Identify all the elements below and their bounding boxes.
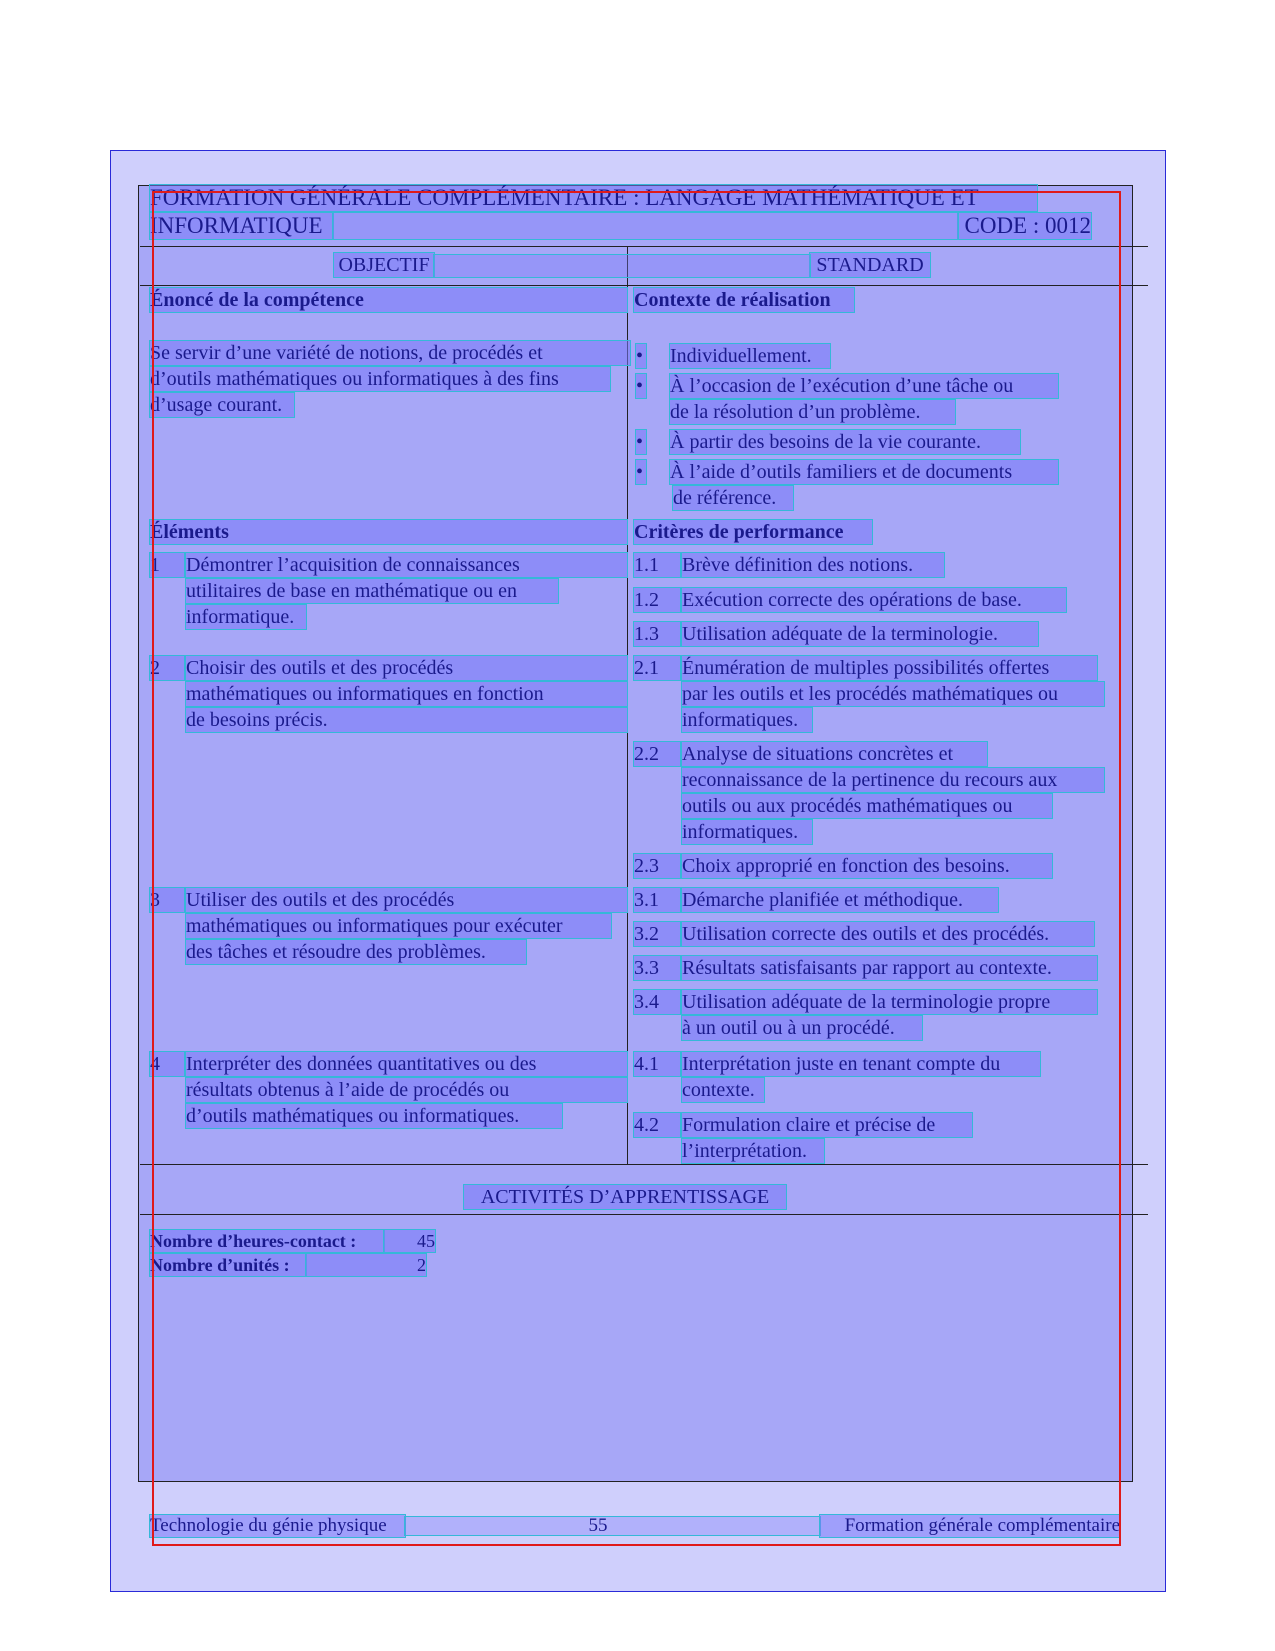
footer-section: Formation générale complémentaire — [820, 1515, 1120, 1537]
element-number: 4 — [150, 1052, 184, 1076]
criterion-line: informatiques. — [682, 708, 812, 732]
column-header-objectif: OBJECTIF — [334, 253, 434, 277]
document-title-line1: FORMATION GÉNÉRALE COMPLÉMENTAIRE : LANGAGE MATHÉMATIQUE ET — [150, 185, 1037, 211]
criterion-line: Démarche planifiée et méthodique. — [682, 888, 998, 912]
criterion-number: 4.2 — [634, 1113, 680, 1137]
criterion-line: Utilisation adéquate de la terminologie propre — [682, 990, 1097, 1014]
element-line: utilitaires de base en mathématique ou en — [186, 579, 558, 603]
element-line: Choisir des outils et des procédés — [186, 656, 627, 680]
context-item: de la résolution d’un problème. — [670, 400, 955, 424]
criteria-heading: Critères de performance — [634, 520, 872, 544]
units-value: 2 — [306, 1254, 426, 1276]
bullet-icon: • — [636, 344, 646, 368]
criterion-line: à un outil ou à un procédé. — [682, 1016, 922, 1040]
criterion-line: Utilisation adéquate de la terminologie. — [682, 622, 1038, 646]
element-number: 3 — [150, 888, 184, 912]
competence-heading: Énoncé de la compétence — [150, 288, 627, 312]
criterion-line: Analyse de situations concrètes et — [682, 742, 987, 766]
context-item: À l’occasion de l’exécution d’une tâche ou — [670, 374, 1058, 398]
criterion-number: 2.1 — [634, 656, 680, 680]
context-heading: Contexte de réalisation — [634, 288, 854, 312]
rule-columns-bottom — [140, 285, 1148, 286]
column-header-band — [434, 255, 810, 277]
context-item: À l’aide d’outils familiers et de documents — [670, 460, 1058, 484]
elements-heading: Éléments — [150, 520, 627, 544]
hours-value: 45 — [384, 1230, 435, 1252]
rule-header-bottom — [140, 246, 1148, 247]
element-line: d’outils mathématiques ou informatiques. — [186, 1104, 562, 1128]
rule-column-divider — [627, 247, 628, 1164]
course-code: CODE : 0012 — [958, 213, 1091, 239]
criterion-line: l’interprétation. — [682, 1139, 824, 1163]
bullet-icon: • — [636, 460, 646, 484]
element-line: Utiliser des outils et des procédés — [186, 888, 627, 912]
criterion-line: Résultats satisfaisants par rapport au contexte. — [682, 956, 1097, 980]
title-line2-band — [333, 213, 958, 239]
criterion-number: 3.3 — [634, 956, 680, 980]
criterion-line: reconnaissance de la pertinence du recours aux — [682, 768, 1104, 792]
rule-activities-bottom — [140, 1214, 1148, 1215]
element-line: de besoins précis. — [186, 708, 627, 732]
context-item: Individuellement. — [670, 344, 830, 368]
criterion-number: 1.1 — [634, 553, 680, 577]
competence-line: d’usage courant. — [150, 393, 294, 417]
element-line: Interpréter des données quantitatives ou des — [186, 1052, 627, 1076]
criterion-line: Brève définition des notions. — [682, 553, 944, 577]
criterion-number: 3.1 — [634, 888, 680, 912]
criterion-line: informatiques. — [682, 820, 812, 844]
criterion-number: 2.2 — [634, 742, 680, 766]
criterion-line: par les outils et les procédés mathématiques ou — [682, 682, 1104, 706]
criterion-line: Énumération de multiples possibilités offertes — [682, 656, 1097, 680]
criterion-number: 1.2 — [634, 588, 680, 612]
criterion-line: Interprétation juste en tenant compte du — [682, 1052, 1040, 1076]
element-line: résultats obtenus à l’aide de procédés ou — [186, 1078, 627, 1102]
competence-line: d’outils mathématiques ou informatiques à des fins — [150, 367, 610, 391]
criterion-line: outils ou aux procédés mathématiques ou — [682, 794, 1052, 818]
criterion-number: 3.2 — [634, 922, 680, 946]
criterion-line: contexte. — [682, 1078, 764, 1102]
criterion-line: Utilisation correcte des outils et des procédés. — [682, 922, 1094, 946]
bullet-icon: • — [636, 430, 646, 454]
hours-label: Nombre d’heures-contact : — [150, 1230, 384, 1252]
competence-line: Se servir d’une variété de notions, de procédés et — [150, 341, 630, 365]
context-item: de référence. — [673, 486, 793, 510]
criterion-number: 3.4 — [634, 990, 680, 1014]
criterion-line: Choix approprié en fonction des besoins. — [682, 854, 1052, 878]
criterion-line: Exécution correcte des opérations de base. — [682, 588, 1066, 612]
element-line: Démontrer l’acquisition de connaissances — [186, 553, 627, 577]
units-label: Nombre d’unités : — [150, 1254, 306, 1276]
criterion-number: 2.3 — [634, 854, 680, 878]
element-number: 1 — [150, 553, 184, 577]
element-line: des tâches et résoudre des problèmes. — [186, 940, 526, 964]
page-number: 55 — [588, 1515, 608, 1536]
rule-activities-top — [140, 1164, 1148, 1165]
criterion-number: 4.1 — [634, 1052, 680, 1076]
element-number: 2 — [150, 656, 184, 680]
document-title-line2: INFORMATIQUE — [150, 213, 333, 239]
activities-heading: ACTIVITÉS D’APPRENTISSAGE — [464, 1185, 786, 1209]
column-header-standard: STANDARD — [810, 253, 930, 277]
context-item: À partir des besoins de la vie courante. — [670, 430, 1020, 454]
element-line: informatique. — [186, 605, 306, 629]
bullet-icon: • — [636, 374, 646, 398]
footer-program: Technologie du génie physique — [150, 1515, 405, 1537]
criterion-number: 1.3 — [634, 622, 680, 646]
criterion-line: Formulation claire et précise de — [682, 1113, 972, 1137]
element-line: mathématiques ou informatiques pour exécuter — [186, 914, 611, 938]
element-line: mathématiques ou informatiques en fonction — [186, 682, 627, 706]
